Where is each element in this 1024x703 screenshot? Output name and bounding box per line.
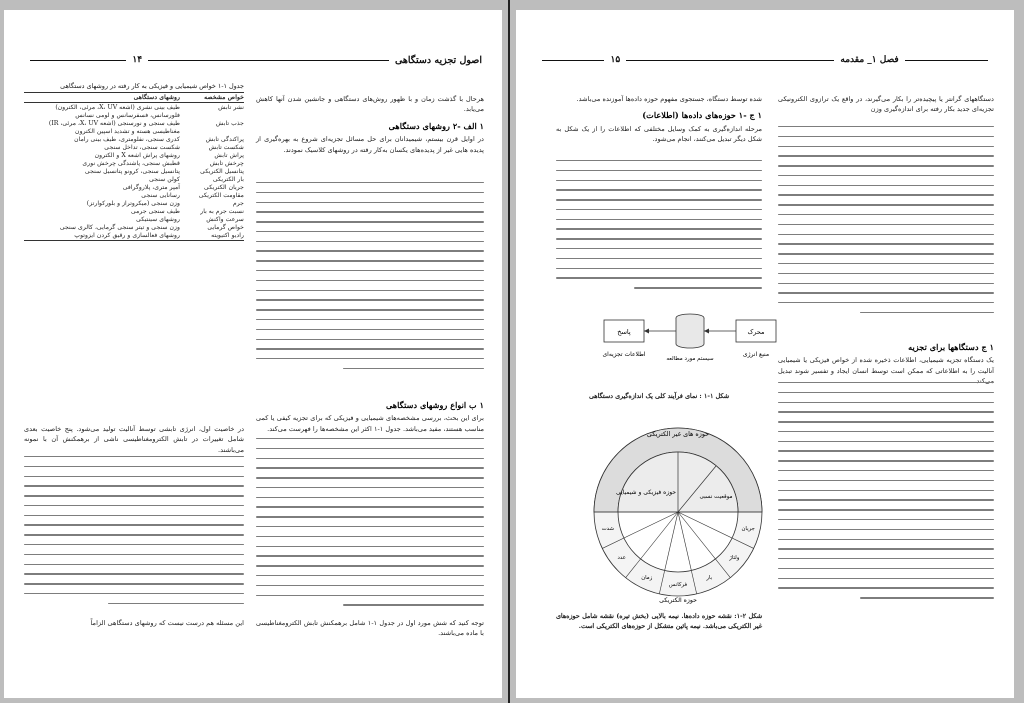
- paragraph: در اوایل قرن بیستم، شیمیدانان برای حل مسائل تجزیه‌ای شروع به بهره‌گیری از پدیده هایی غیر از پدیده‌های یکسان به‌کار رفته در روشهای کلاسیک نمودند.: [256, 135, 484, 154]
- text-line: [24, 573, 244, 574]
- paragraph: یک دستگاه تجزیه شیمیایی، اطلاعات ذخیره شده از خواص فیزیکی یا شیمیایی آنالیت را به اطلاعاتی که ممکن است توسط انسان ایجاد و تفسیر شوند تبدیل: [778, 356, 994, 375]
- table-cell-method: آمپر متری، پلاروگرافی: [122, 183, 180, 191]
- paragraph: این مسئله هم درست نیست که روشهای دستگاهی الزاماً: [90, 619, 244, 627]
- intro-text: هرحال با گذشت زمان و با ظهور روش‌های دستگاهی و جانشین شدن آنها کاهش می‌یابد.: [256, 95, 484, 114]
- text-line: [24, 593, 244, 594]
- table-header-cell: خواص مشخصه: [204, 94, 244, 101]
- text-line: [778, 480, 994, 481]
- text-line: [778, 234, 994, 235]
- text-line: [778, 558, 994, 559]
- left-page-left-column: [24, 424, 244, 458]
- text-line: [256, 260, 484, 261]
- paragraph: توجه کنید که شش مورد اول در جدول ۱-۱ شامل برهمکنش تابش الکترومغناطیسی با ماده می‌باشند.: [256, 619, 485, 638]
- text-line: [256, 250, 484, 251]
- text-line: [256, 565, 484, 566]
- table-cell-property: شکست تابش: [208, 143, 244, 151]
- physical-chemical-domain-label: حوزه فیزیکی و شیمیایی: [615, 489, 677, 496]
- text-line: [343, 604, 484, 605]
- text-line: [24, 485, 244, 486]
- table-cell-method: طیف سنجی و نورسنجی (اشعه X، UV، مرئی، IR): [48, 119, 180, 127]
- text-line: [778, 509, 994, 510]
- left-page-title: اصول تجزیه دستگاهی: [394, 54, 482, 66]
- system-cylinder: [676, 318, 704, 348]
- text-line: [556, 277, 762, 278]
- text-line: [778, 519, 994, 520]
- text-line: [256, 329, 484, 330]
- properties-table: [24, 82, 244, 241]
- table-cell-property: پراکندگی تابش: [205, 135, 244, 143]
- text-line: [24, 476, 244, 477]
- text-line: [556, 199, 762, 200]
- text-line: [256, 241, 484, 242]
- text-line: [778, 411, 994, 412]
- left-page: [4, 10, 502, 698]
- table-cell-method: روشهای فعالسازی و رقیق کردن ایزوتوپ: [74, 231, 180, 239]
- table-row: [24, 111, 244, 119]
- text-line: [256, 309, 484, 310]
- text-line: [256, 448, 484, 449]
- sector-label: زمان: [641, 574, 653, 581]
- response-label: پاسخ: [617, 328, 631, 336]
- text-line: [256, 211, 484, 212]
- table-cell-method: رسانایی سنجی: [141, 191, 180, 199]
- stimulus-label: محرک: [747, 328, 765, 336]
- paragraph: در خاصیت اول، انرژی تابشی توسط آنالیت تولید می‌شود. پنج خاصیت بعدی شامل تغییرات در تابش الکترومغناطیسی ناشی از برهمکنش آن با نمونه می‌باشند.: [24, 425, 244, 454]
- text-line: [556, 180, 762, 181]
- text-line: [24, 524, 244, 525]
- figure-1-diagram: [586, 310, 786, 382]
- table-row: [24, 175, 244, 183]
- table-cell-method: شکست سنجی، تداخل سنجی: [104, 143, 180, 151]
- text-line: [256, 595, 484, 596]
- table-header-row: [24, 92, 244, 103]
- text-line: [556, 268, 762, 269]
- header-rule: [542, 60, 604, 61]
- text-line: [556, 170, 762, 171]
- relative-position-label: موقعیت نسبی: [699, 494, 733, 500]
- text-line: [860, 597, 994, 598]
- text-line: [778, 470, 994, 471]
- text-line: [778, 214, 994, 215]
- table-cell-property: بار الکتریکی: [212, 175, 244, 183]
- left-page-header: [24, 52, 482, 68]
- text-line: [778, 441, 994, 442]
- table-cell-property: خواص گرمایی: [207, 223, 244, 231]
- text-line: [108, 603, 244, 604]
- table-cell-method: مغناطیسی هسته و تشدید اسپین الکترون: [75, 127, 180, 135]
- table-cell-property: جذب تابش: [215, 119, 244, 127]
- section-heading: ۱ ج دستگاهها برای تجزیه: [908, 342, 994, 352]
- text-line: [256, 546, 484, 547]
- text-line: [556, 160, 762, 161]
- text-line: [24, 554, 244, 555]
- text-line: [343, 368, 484, 369]
- text-line: [778, 292, 994, 293]
- text-line: [556, 228, 762, 229]
- sector-label: ولتاژ: [729, 554, 740, 561]
- table-row: [24, 151, 244, 159]
- table-cell-property: مقاومت الکتریکی: [198, 191, 244, 199]
- table-row: [24, 143, 244, 151]
- sector-label: بار: [706, 574, 713, 581]
- text-block: [256, 182, 484, 378]
- table-row: [24, 183, 244, 191]
- text-line: [24, 564, 244, 565]
- figure-1-caption: شکل ۱-۱ : نمای فرآیند کلی یک اندازه‌گیری دستگاهی: [588, 393, 730, 400]
- text-line: [256, 221, 484, 222]
- paragraph: مرحله اندازه‌گیری به کمک وسایل مختلفی که اطلاعات را از یک شکل به شکل دیگر تبدیل می‌کنند، انجام می‌شود.: [556, 124, 762, 144]
- section-heading: ۱ ب انواع روشهای دستگاهی: [385, 400, 484, 410]
- table-cell-property: نسبت جرم به بار: [200, 207, 244, 215]
- sector-label: عدد: [617, 554, 626, 561]
- text-line: [256, 358, 484, 359]
- text-line: [256, 202, 484, 203]
- electrical-domains-label: حوزه الکتریکی: [659, 597, 697, 604]
- table-cell-method: وزن سنجی (میکروتراز و بلورکوارتز): [86, 199, 180, 207]
- text-line: [778, 263, 994, 264]
- text-line: [778, 273, 994, 274]
- table-cell-property: جریان الکتریکی: [204, 183, 244, 191]
- text-line: [256, 526, 484, 527]
- text-line: [778, 392, 994, 393]
- text-block: [24, 456, 244, 613]
- text-line: [24, 456, 244, 457]
- sector-label: شدت: [601, 526, 615, 533]
- table-row: [24, 135, 244, 143]
- energy-source-label: منبع انرژی: [742, 351, 770, 358]
- table-cell-method: روشهای سینتیکی: [136, 215, 180, 223]
- text-line: [778, 175, 994, 176]
- table-header-cell: روشهای دستگاهی: [133, 94, 180, 101]
- text-line: [778, 578, 994, 579]
- text-line: [778, 587, 994, 588]
- text-line: [778, 146, 994, 147]
- text-line: [256, 458, 484, 459]
- table-row: [24, 103, 244, 111]
- text-line: [256, 319, 484, 320]
- table-row: [24, 207, 244, 215]
- table-cell-method: پتانسیل سنجی، کرونو پتانسیل سنجی: [84, 167, 180, 175]
- text-line: [256, 182, 484, 183]
- paragraph: برای این بحث، بررسی مشخصه‌های شیمیایی و فیزیکی که برای تجزیه کیفی یا کمی مناسب هستند، مفید می‌باشد. جدول ۱-۱ اکثر این مشخصه‌ها را فهرست می‌کند.: [256, 414, 484, 433]
- table-row: [24, 159, 244, 167]
- text-block: [778, 382, 994, 607]
- arrow-head: [704, 329, 709, 334]
- left-page-left-column-end: [24, 618, 244, 631]
- table-row: [24, 231, 244, 239]
- table-row: [24, 215, 244, 223]
- table-row: [24, 119, 244, 127]
- text-line: [256, 516, 484, 517]
- text-line: [778, 402, 994, 403]
- text-line: [778, 283, 994, 284]
- text-line: [256, 192, 484, 193]
- paragraph: دستگاههای گرانتر یا پیچیده‌تر را بکار می‌گیرند، در واقع یک ترازوی الکترونیکی تجزیه‌ای جدید بکار رفته برای اندازه‌گیری وزن: [778, 95, 994, 114]
- section-heading: ۱ الف -۲ روشهای دستگاهی: [388, 120, 484, 131]
- text-line: [556, 248, 762, 249]
- text-line: [256, 575, 484, 576]
- text-line: [778, 421, 994, 422]
- table-cell-property: پتانسیل الکتریکی: [200, 167, 244, 175]
- non-electrical-domains-label: حوزه های غیر الکتریکی: [646, 430, 710, 438]
- table-cell-method: کدری سنجی، نفلومتری، طیف بینی رامان: [74, 135, 180, 143]
- text-line: [778, 165, 994, 166]
- text-line: [778, 539, 994, 540]
- text-line: [256, 555, 484, 556]
- text-line: [778, 499, 994, 500]
- text-line: [256, 536, 484, 537]
- text-block: [778, 126, 994, 322]
- table-cell-property: [180, 112, 244, 119]
- text-line: [256, 299, 484, 300]
- text-line: [256, 339, 484, 340]
- text-line: [256, 438, 484, 439]
- table-row: [24, 127, 244, 135]
- text-line: [778, 431, 994, 432]
- header-rule: [626, 60, 834, 61]
- left-page-right-column-3: [256, 618, 484, 642]
- text-line: [778, 136, 994, 137]
- table-caption: جدول ۱-۱ خواص شیمیایی و فیزیکی به کار رفته در روشهای دستگاهی: [60, 82, 244, 90]
- text-line: [256, 348, 484, 349]
- header-rule: [905, 60, 988, 61]
- text-line: [256, 270, 484, 271]
- table-body: [24, 103, 244, 239]
- text-line: [256, 585, 484, 586]
- right-page: [516, 10, 1014, 698]
- table-cell-property: نشر تابش: [218, 103, 244, 111]
- text-block: [256, 438, 484, 614]
- table-cell-method: فلورسانس، فسفرسانس و لومی نسانس: [75, 111, 180, 119]
- text-line: [778, 126, 994, 127]
- text-line: [778, 224, 994, 225]
- right-page-title: فصل ۱_ مقدمه: [840, 55, 899, 65]
- header-rule: [148, 60, 389, 61]
- table-cell-property: رادیو اکتیویته: [211, 231, 244, 239]
- table-row: [24, 199, 244, 207]
- table-cell-property: چرخش تابش: [209, 159, 244, 167]
- left-page-number: ۱۴: [132, 55, 143, 65]
- left-page-right-column-2: [256, 394, 484, 437]
- text-line: [256, 506, 484, 507]
- table-cell-property: سرعت واکنش: [206, 215, 244, 223]
- table-row: [24, 167, 244, 175]
- analytical-info-label: اطلاعات تجزیه‌ای: [602, 351, 646, 358]
- paragraph: شده توسط دستگاه، جستجوی مفهوم حوزه داده‌ها آموزنده می‌باشد.: [576, 95, 762, 103]
- text-line: [778, 382, 994, 383]
- text-line: [556, 209, 762, 210]
- text-line: [24, 544, 244, 545]
- section-heading: ۱ ج -۱ حوزه‌های داده‌ها (اطلاعات): [642, 110, 762, 121]
- text-line: [556, 238, 762, 239]
- text-line: [778, 185, 994, 186]
- text-line: [778, 548, 994, 549]
- figure-2-data-domain-map: [566, 416, 790, 606]
- text-block: [556, 160, 762, 297]
- figure-2-caption: شکل ۲-۱: نقشه حوزه داده‌ها. نیمه بالایی (بخش تیره) نقشه شامل حوزه‌های غیر الکتریکی می‌باشد. نیمه پائین متشکل از حوزه‌های الکتریکی است.: [556, 613, 762, 630]
- text-line: [778, 204, 994, 205]
- system-label: سیستم مورد مطالعه: [666, 356, 714, 362]
- text-line: [24, 495, 244, 496]
- text-line: [556, 258, 762, 259]
- header-rule: [30, 60, 126, 61]
- table-row: [24, 191, 244, 199]
- right-page-number: ۱۵: [610, 55, 621, 65]
- right-page-left-column: [556, 94, 762, 148]
- left-page-right-column: [256, 94, 484, 158]
- sector-label: جریان: [741, 526, 755, 533]
- text-line: [24, 583, 244, 584]
- text-line: [778, 460, 994, 461]
- text-line: [256, 231, 484, 232]
- arrow-head: [644, 329, 649, 334]
- table-cell-method: طیف سنجی جرمی: [130, 207, 180, 215]
- table-bottom-rule: [24, 240, 244, 241]
- text-line: [256, 477, 484, 478]
- table-cell-method: طیف بینی نشری (اشعه X، UV، مرئی، الکترون): [55, 103, 180, 111]
- text-line: [256, 290, 484, 291]
- text-line: [778, 450, 994, 451]
- table-cell-method: روشهای پراش اشعه X و الکترون: [94, 151, 180, 159]
- sector-label: فرکانس: [668, 582, 688, 588]
- text-line: [778, 302, 994, 303]
- text-line: [860, 312, 994, 313]
- text-line: [256, 487, 484, 488]
- table-row: [24, 223, 244, 231]
- text-line: [24, 534, 244, 535]
- text-line: [778, 529, 994, 530]
- table-cell-method: کولن سنجی: [149, 175, 180, 183]
- text-line: [778, 194, 994, 195]
- text-line: [778, 155, 994, 156]
- text-line: [24, 505, 244, 506]
- table-cell-property: [180, 128, 244, 135]
- text-line: [556, 189, 762, 190]
- table-cell-property: جرم: [232, 199, 244, 207]
- right-page-right-column: [778, 94, 994, 118]
- text-line: [778, 568, 994, 569]
- text-line: [256, 497, 484, 498]
- table-cell-property: پراش تابش: [214, 151, 244, 159]
- right-page-header: [536, 52, 994, 68]
- text-line: [778, 243, 994, 244]
- text-line: [256, 280, 484, 281]
- table-cell-method: قطبش سنجی، پاشندگی چرخش نوری: [82, 159, 180, 167]
- page-gutter: [508, 0, 510, 703]
- text-line: [634, 287, 762, 288]
- text-line: [556, 219, 762, 220]
- text-line: [778, 253, 994, 254]
- text-line: [24, 515, 244, 516]
- text-line: [778, 490, 994, 491]
- text-line: [256, 467, 484, 468]
- text-line: [24, 466, 244, 467]
- table-cell-method: وزن سنجی و تیتر سنجی گرمایی، کالری سنجی: [59, 223, 180, 231]
